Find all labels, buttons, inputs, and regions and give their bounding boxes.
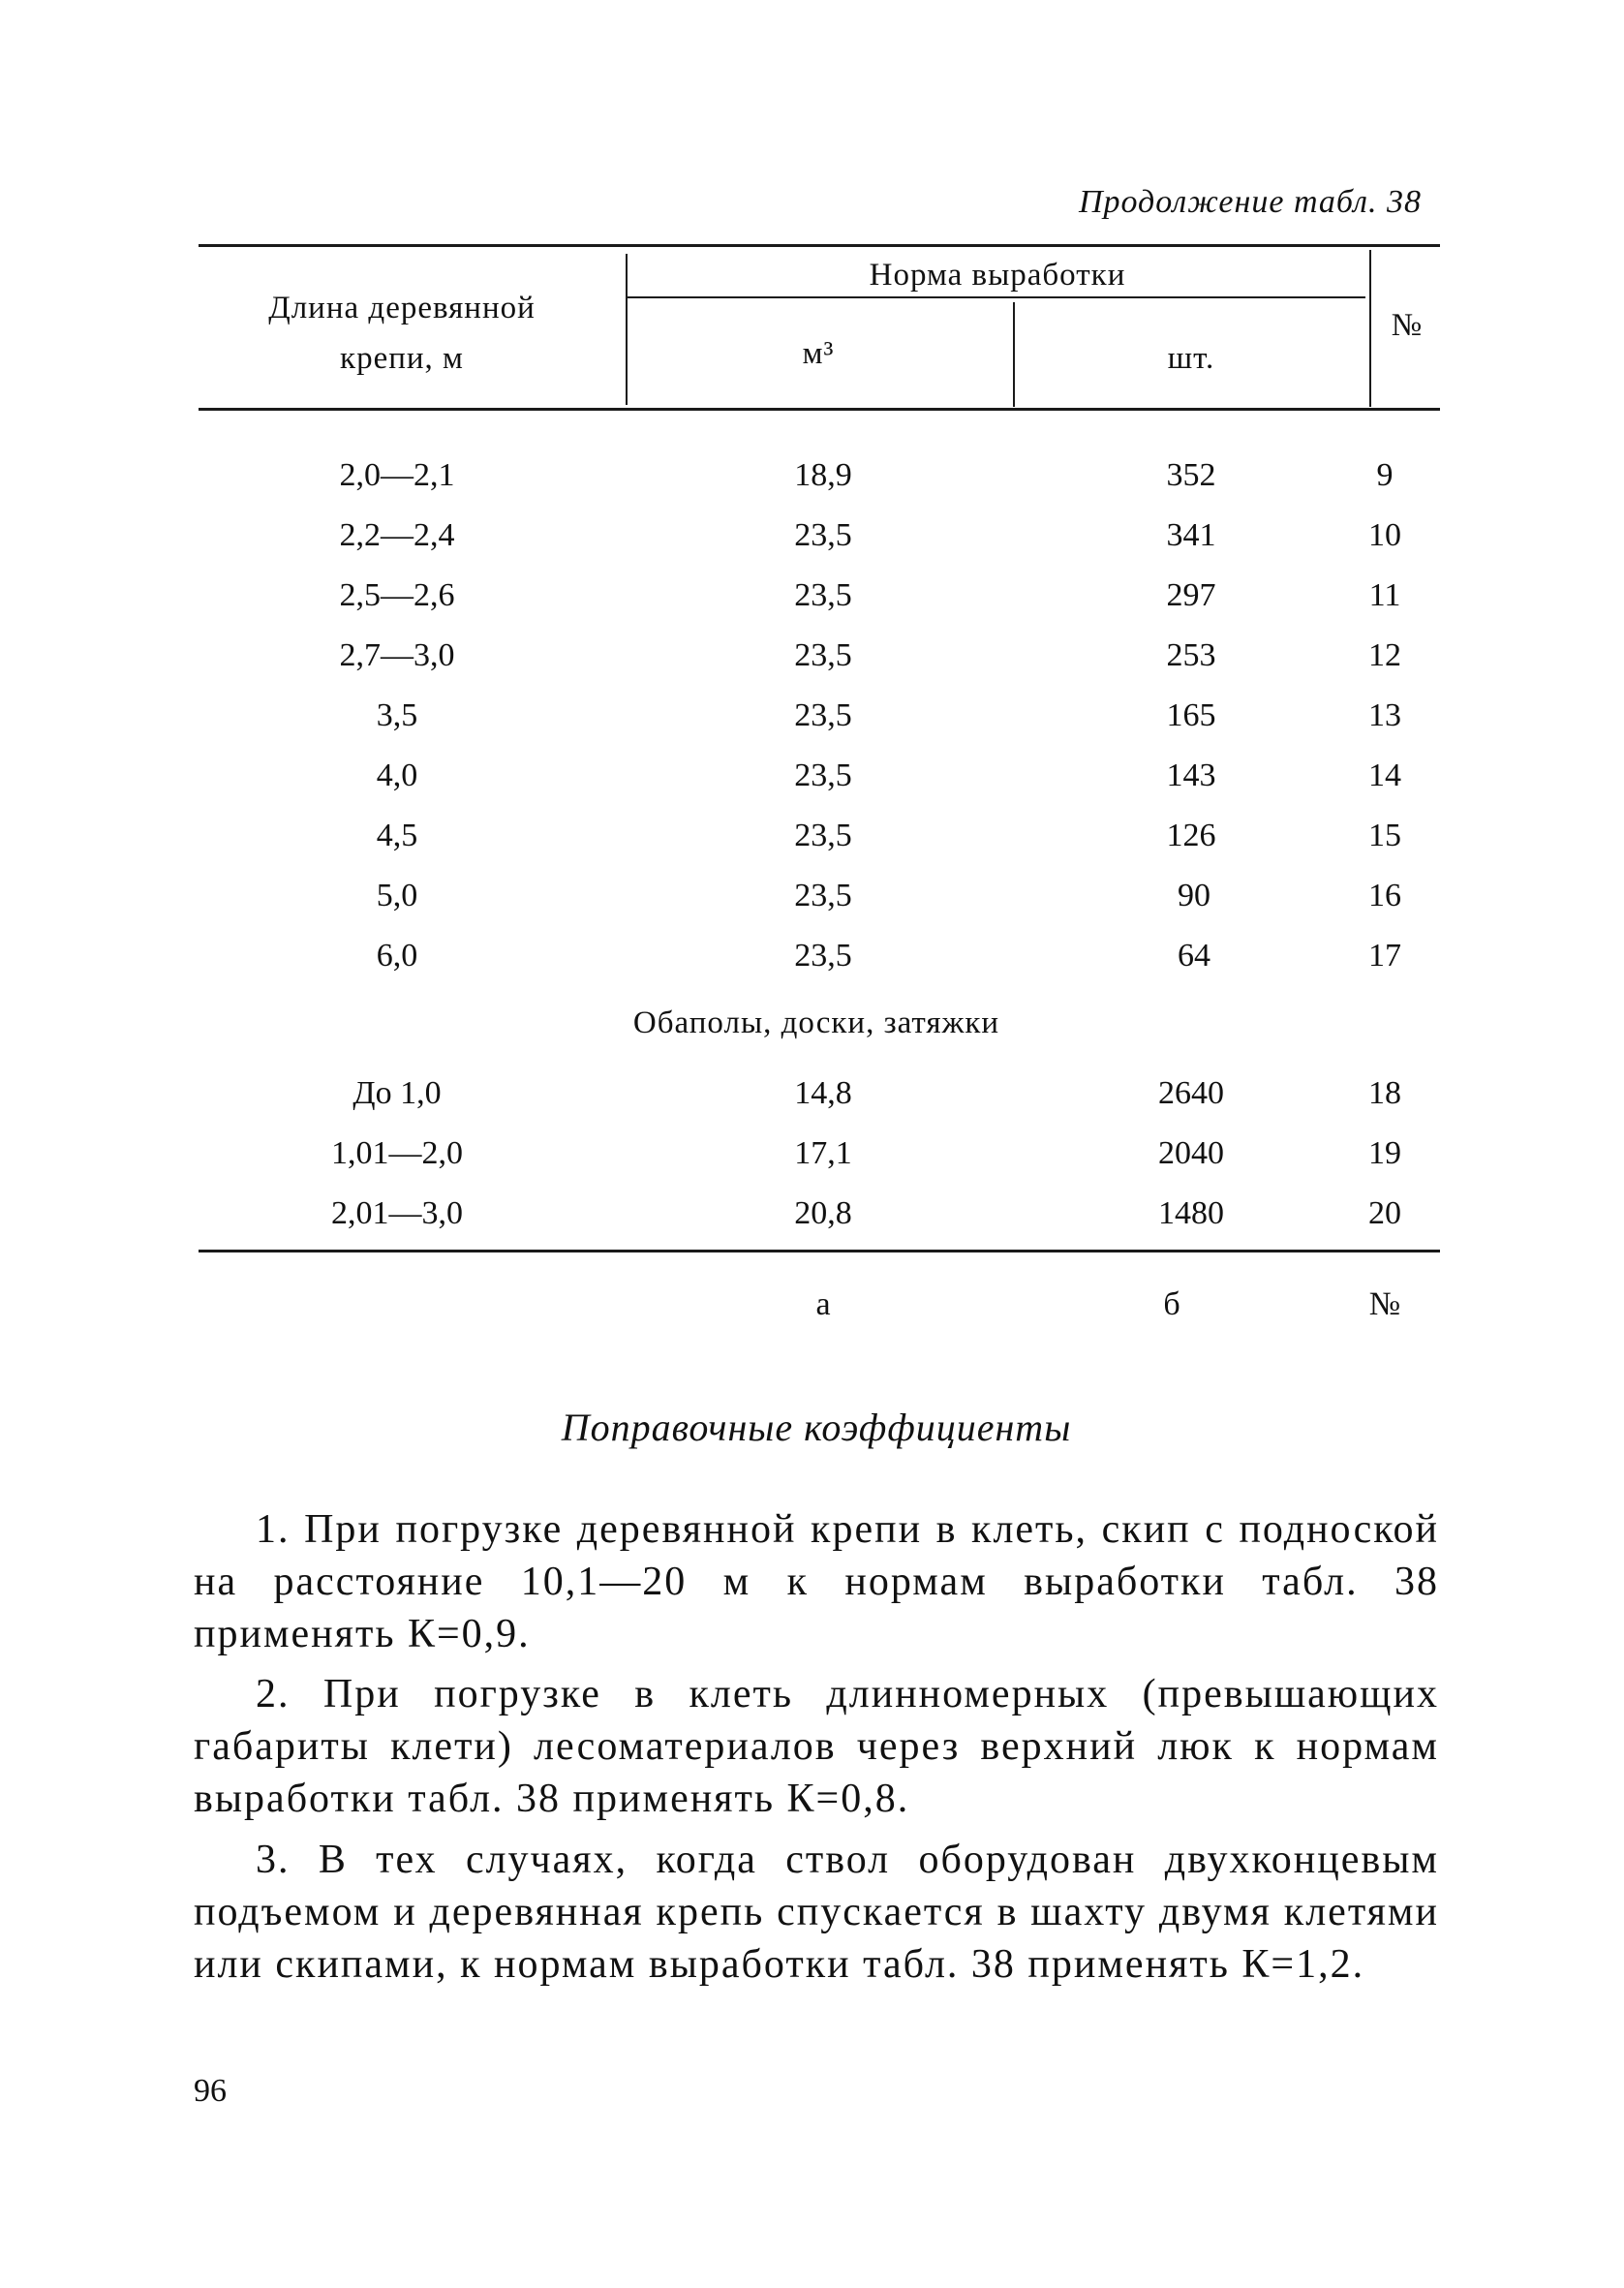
cell-number: 13 (1368, 697, 1401, 733)
cell-length: До 1,0 (352, 1075, 442, 1111)
cell-length: 2,5—2,6 (339, 577, 455, 613)
header-bottom-rule (199, 408, 1440, 411)
header-number: № (1391, 308, 1424, 343)
cell-m3: 23,5 (794, 517, 852, 553)
header-length: Длина деревянной крепи, м (268, 291, 536, 376)
cell-number: 14 (1368, 758, 1401, 793)
table-row (0, 697, 1624, 736)
footer-label-number: № (1368, 1286, 1401, 1322)
paragraph-3: 3. В тех случаях, когда ствол оборудован двухконцевым подъемом и деревянная крепь спускается в шахту двумя клетями или скипами, к нормам выработки табл. 38 применять К=1,2. (194, 1838, 1439, 1987)
cell-m3: 23,5 (794, 637, 852, 673)
cell-length: 2,2—2,4 (339, 517, 455, 553)
cell-m3: 20,8 (794, 1195, 852, 1231)
cell-pieces: 165 (1166, 697, 1216, 733)
cell-m3: 17,1 (794, 1135, 852, 1171)
cell-pieces: 126 (1166, 818, 1216, 853)
table-top-rule (199, 244, 1440, 247)
cell-length: 3,5 (376, 697, 418, 733)
table-row (0, 878, 1624, 916)
cell-length: 4,5 (376, 818, 418, 853)
cell-pieces: 352 (1166, 457, 1216, 493)
header-pieces: шт. (1167, 341, 1215, 376)
cell-pieces: 143 (1166, 758, 1216, 793)
header-m3: м³ (802, 336, 835, 371)
table-row (0, 637, 1624, 676)
cell-length: 2,01—3,0 (331, 1195, 463, 1231)
paragraph-2: 2. При погрузке в клеть длинномерных (превышающих габариты клети) лесоматериалов через верхний люк к нормам выработки табл. 38 применять К=0,8. (194, 1672, 1439, 1821)
cell-pieces: 1480 (1158, 1195, 1224, 1231)
table-row (0, 938, 1624, 976)
subheader-rule (628, 296, 1365, 298)
cell-pieces: 2640 (1158, 1075, 1224, 1111)
cell-m3: 23,5 (794, 577, 852, 613)
column-divider-1 (626, 254, 628, 405)
table-caption: Продолжение табл. 38 (1078, 184, 1422, 220)
table-row (0, 818, 1624, 856)
table-row (0, 1135, 1624, 1174)
cell-number: 15 (1368, 818, 1401, 853)
cell-number: 19 (1368, 1135, 1401, 1171)
cell-number: 9 (1376, 457, 1394, 493)
header-norm: Норма выработки (869, 258, 1126, 293)
footer-label-a: а (815, 1286, 831, 1322)
cell-m3: 14,8 (794, 1075, 852, 1111)
cell-number: 17 (1368, 938, 1401, 974)
cell-m3: 18,9 (794, 457, 852, 493)
cell-m3: 23,5 (794, 758, 852, 793)
cell-pieces: 2040 (1158, 1135, 1224, 1171)
table-row (0, 758, 1624, 796)
cell-m3: 23,5 (794, 697, 852, 733)
cell-m3: 23,5 (794, 818, 852, 853)
table-row (0, 1195, 1624, 1234)
cell-length: 1,01—2,0 (331, 1135, 463, 1171)
cell-length: 4,0 (376, 758, 418, 793)
table-bottom-rule (199, 1250, 1440, 1252)
cell-length: 5,0 (376, 878, 418, 913)
cell-length: 6,0 (376, 938, 418, 974)
cell-pieces: 90 (1178, 878, 1210, 913)
cell-pieces: 341 (1166, 517, 1216, 553)
cell-pieces: 64 (1178, 938, 1210, 974)
cell-number: 11 (1368, 577, 1401, 613)
cell-length: 2,7—3,0 (339, 637, 455, 673)
cell-pieces: 253 (1166, 637, 1216, 673)
cell-number: 18 (1368, 1075, 1401, 1111)
column-divider-3 (1369, 250, 1371, 407)
table-row (0, 517, 1624, 556)
page-number: 96 (194, 2073, 227, 2109)
cell-m3: 23,5 (794, 938, 852, 974)
cell-number: 20 (1368, 1195, 1401, 1231)
table-row (0, 1075, 1624, 1114)
cell-m3: 23,5 (794, 878, 852, 913)
cell-number: 10 (1368, 517, 1401, 553)
table-row (0, 577, 1624, 616)
cell-length: 2,0—2,1 (339, 457, 455, 493)
section-title: Поправочные коэффициенты (561, 1406, 1072, 1449)
footer-label-b: б (1163, 1286, 1180, 1322)
column-divider-2 (1013, 302, 1015, 407)
table-section-label: Обаполы, доски, затяжки (632, 1005, 1000, 1040)
cell-number: 12 (1368, 637, 1401, 673)
paragraph-1: 1. При погрузке деревянной крепи в клеть, скип с подноской на расстояние 10,1—20 м к нормам выработки табл. 38 применять К=0,9. (194, 1507, 1439, 1656)
cell-pieces: 297 (1166, 577, 1216, 613)
cell-number: 16 (1368, 878, 1401, 913)
table-row (0, 457, 1624, 496)
